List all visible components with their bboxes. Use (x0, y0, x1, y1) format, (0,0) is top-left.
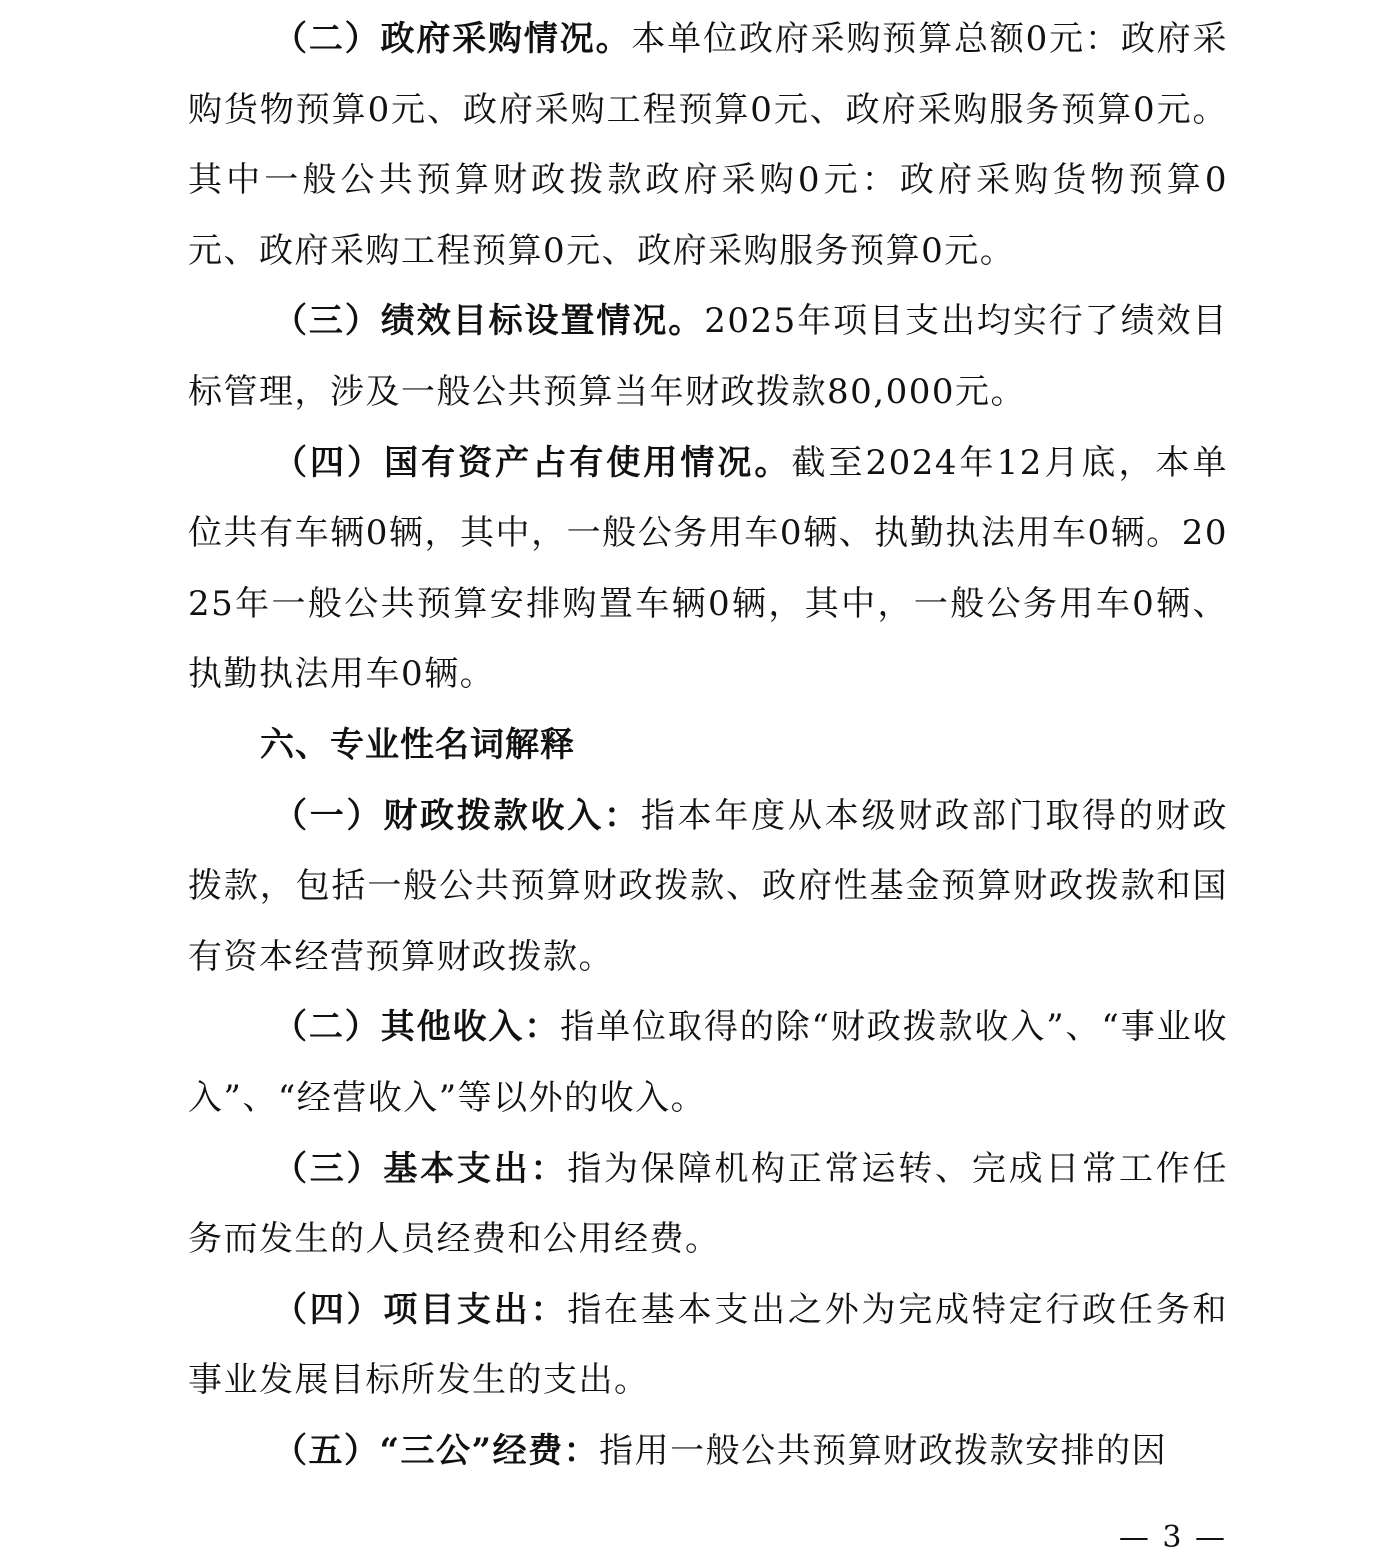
paragraph-lead: （二）政府采购情况。 (273, 19, 632, 59)
paragraph-lead: （四）国有资产占有使用情况。 (273, 442, 792, 483)
paragraph-three-public-expenses (188, 1416, 1228, 1487)
paragraph-body: 指单位取得的除“财政拨款收入”、“事业收入”、“经营收入”等以外的收入。 (188, 1007, 1228, 1118)
body-text (188, 4, 1228, 1486)
paragraph-body: 指为保障机构正常运转、完成日常工作任务而发生的人员经费和公用经费。 (188, 1148, 1229, 1260)
paragraph-lead: （三）基本支出： (273, 1148, 568, 1189)
paragraph-body: 本单位政府采购预算总额0元：政府采购货物预算0元、政府采购工程预算0元、政府采购服务预算0元。其中一般公共预算财政拨款政府采购0元：政府采购货物预算0元、政府采购工程预算0元、政府采购服务预算0元。 (188, 19, 1229, 271)
paragraph-lead: （三）绩效目标设置情况。 (273, 301, 705, 342)
paragraph-project-expenditure (188, 1275, 1228, 1416)
paragraph-body: 指本年度从本级财政部门取得的财政拨款，包括一般公共预算财政拨款、政府性基金预算财政拨款和国有资本经营预算财政拨款。 (188, 795, 1229, 977)
paragraph-body: 指用一般公共预算财政拨款安排的因 (599, 1430, 1168, 1471)
page-number: — 3 — (1118, 1520, 1227, 1555)
section-heading: 六、专业性名词解释 (260, 724, 575, 765)
paragraph-lead: （二）其他收入： (273, 1007, 561, 1048)
paragraph-state-assets (188, 428, 1228, 710)
paragraph-lead: （五）“三公”经费： (273, 1430, 600, 1471)
paragraph-lead: （一）财政拨款收入： (273, 795, 641, 836)
paragraph-fiscal-appropriation-income (188, 781, 1228, 993)
paragraph-government-procurement (188, 4, 1228, 286)
paragraph-lead: （四）项目支出： (273, 1289, 568, 1330)
paragraph-basic-expenditure (188, 1134, 1228, 1275)
paragraph-performance-goals (188, 286, 1228, 427)
paragraph-body: 2025年项目支出均实行了绩效目标管理，涉及一般公共预算当年财政拨款80,000元。 (188, 301, 1228, 412)
paragraph-body: 指在基本支出之外为完成特定行政任务和事业发展目标所发生的支出。 (188, 1289, 1229, 1401)
paragraph-body: 截至2024年12月底，本单位共有车辆0辆，其中，一般公务用车0辆、执勤执法用车0辆。2025年一般公共预算安排购置车辆0辆，其中，一般公务用车0辆、执勤执法用车0辆。 (188, 442, 1229, 695)
paragraph-other-income (188, 992, 1228, 1133)
